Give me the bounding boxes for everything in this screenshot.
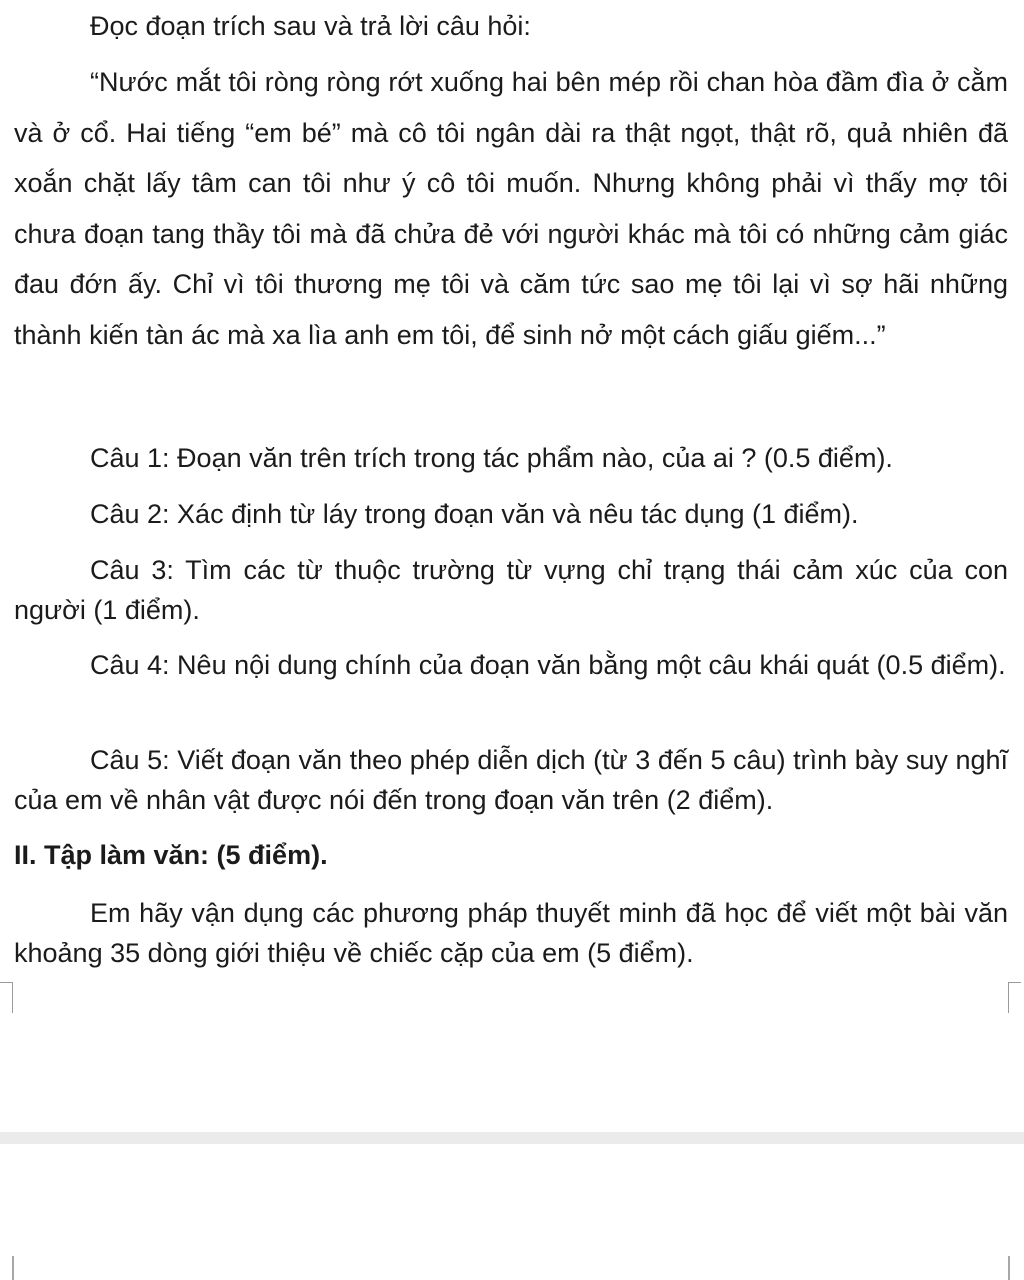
- next-page-margin-marker-left: [12, 1256, 14, 1280]
- excerpt-paragraph: “Nước mắt tôi ròng ròng rớt xuống hai bên mép rồi chan hòa đầm đìa ở cằm và ở cổ. Hai tiếng “em bé” mà cô tôi ngân dài ra thật ngọt, thật rõ, quả nhiên đã xoắn chặt lấy tâm can tôi như ý cô tôi muốn. Nhưng không phải vì thấy mợ tôi chưa đoạn tang thầy tôi mà đã chửa đẻ với người khác mà tôi có những cảm giác đau đớn ấy. Chỉ vì tôi thương mẹ tôi và căm tức sao mẹ tôi lại vì sợ hãi những thành kiến tàn ác mà xa lìa anh em tôi, để sinh nở một cách giấu giếm...”: [14, 67, 1008, 350]
- question-4: Câu 4: Nêu nội dung chính của đoạn văn bằng một câu khái quát (0.5 điểm).: [90, 650, 1006, 680]
- question-1: Câu 1: Đoạn văn trên trích trong tác phẩm nào, của ai ? (0.5 điểm).: [90, 443, 893, 473]
- page-corner-marker-right: [1008, 982, 1021, 1013]
- page-corner-marker-left: [0, 982, 13, 1013]
- instruction-text: Đọc đoạn trích sau và trả lời câu hỏi:: [90, 11, 531, 41]
- next-page-margin-marker-right: [1008, 1256, 1010, 1280]
- page-separator: [0, 1132, 1024, 1144]
- question-5: Câu 5: Viết đoạn văn theo phép diễn dịch (từ 3 đến 5 câu) trình bày suy nghĩ của em về nhân vật được nói đến trong đoạn văn trên (2 điểm).: [14, 745, 1008, 815]
- question-2: Câu 2: Xác định từ láy trong đoạn văn và nêu tác dụng (1 điểm).: [90, 499, 859, 529]
- next-page: [0, 1144, 1024, 1280]
- essay-prompt: Em hãy vận dụng các phương pháp thuyết minh đã học để viết một bài văn khoảng 35 dòng giới thiệu về chiếc cặp của em (5 điểm).: [14, 898, 1008, 968]
- question-3: Câu 3: Tìm các từ thuộc trường từ vựng chỉ trạng thái cảm xúc của con người (1 điểm).: [14, 555, 1008, 625]
- section-heading: II. Tập làm văn: (5 điểm).: [14, 840, 328, 870]
